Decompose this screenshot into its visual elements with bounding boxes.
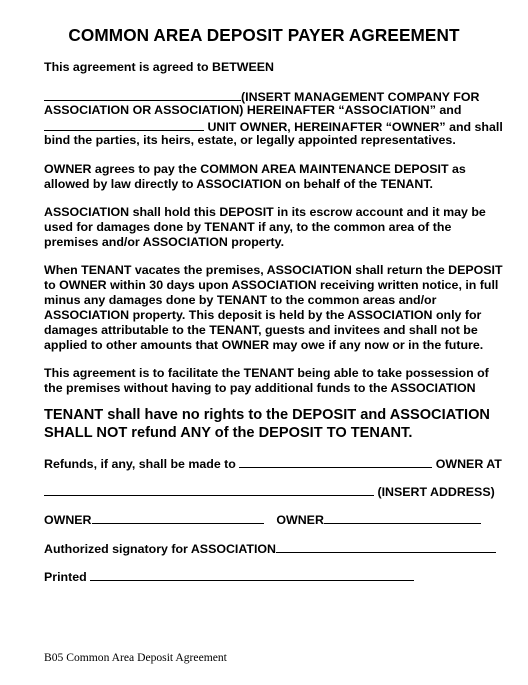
refunds-label: Refunds, if any, shall be made to [44, 457, 236, 471]
printed-label: Printed [44, 570, 87, 584]
p5-line1: This agreement is to facilitate the TENANT being able to take possession of [44, 366, 489, 380]
authorized-signature-blank[interactable] [276, 540, 496, 553]
p5-line2: the premises without having to pay additional funds to the ASSOCIATION [44, 381, 476, 395]
insert-address-label: (INSERT ADDRESS) [377, 485, 495, 499]
unit-owner-blank[interactable] [44, 118, 204, 131]
refund-payee-blank[interactable] [239, 455, 432, 468]
owner1-signature-blank[interactable] [92, 511, 264, 524]
p6-line2: SHALL NOT refund ANY of the DEPOSIT TO TENANT. [44, 425, 413, 441]
address-line [44, 483, 495, 501]
printed-name-blank[interactable] [90, 568, 414, 581]
p3-line2: used for damages done by TENANT if any, to the common area of the [44, 220, 452, 234]
p4-line6: applied to other amounts that OWNER may owe if any now or in the future. [44, 338, 484, 352]
owner-at-label: OWNER AT [435, 457, 502, 471]
intro-text: This agreement is agreed to BETWEEN [44, 60, 274, 74]
p3-line3: premises and/or ASSOCIATION property. [44, 235, 285, 249]
management-company-blank[interactable] [44, 88, 241, 101]
authorized-signatory-line [44, 540, 496, 558]
owner1-label: OWNER [44, 513, 92, 527]
p1-line2: ASSOCIATION OR ASSOCIATION) HEREINAFTER “ASSOCIATION” and [44, 103, 462, 117]
p1-line3-text: UNIT OWNER, HEREINAFTER “OWNER” and shall [207, 120, 503, 134]
footer-text: B05 Common Area Deposit Agreement [44, 651, 227, 664]
printed-line [44, 568, 414, 586]
p4-line5: damages attributable to the TENANT, guests and invitees and shall not be [44, 323, 478, 337]
owner-signature-line [44, 511, 481, 529]
address-blank[interactable] [44, 483, 374, 496]
document-title: COMMON AREA DEPOSIT PAYER AGREEMENT [68, 25, 460, 45]
p3-line1: ASSOCIATION shall hold this DEPOSIT in its escrow account and it may be [44, 205, 486, 219]
p4-line2: to OWNER within 30 days upon ASSOCIATION receiving written notice, in full [44, 278, 499, 292]
p1-line1-text: (INSERT MANAGEMENT COMPANY FOR [241, 90, 480, 104]
refunds-line [44, 455, 502, 473]
p4-line3: minus any damages done by TENANT to the common areas and/or [44, 293, 437, 307]
owner2-label: OWNER [276, 513, 324, 527]
p2-line1: OWNER agrees to pay the COMMON AREA MAINTENANCE DEPOSIT as [44, 162, 466, 176]
authorized-signatory-label: Authorized signatory for ASSOCIATION [44, 542, 276, 556]
p6-line1: TENANT shall have no rights to the DEPOSIT and ASSOCIATION [44, 407, 490, 423]
p4-line1: When TENANT vacates the premises, ASSOCIATION shall return the DEPOSIT [44, 263, 503, 277]
owner2-signature-blank[interactable] [324, 511, 481, 524]
p1-line4: bind the parties, its heirs, estate, or legally appointed representatives. [44, 133, 456, 147]
p2-line2: allowed by law directly to ASSOCIATION on behalf of the TENANT. [44, 177, 433, 191]
p4-line4: ASSOCIATION property. This deposit is held by the ASSOCIATION only for [44, 308, 482, 322]
